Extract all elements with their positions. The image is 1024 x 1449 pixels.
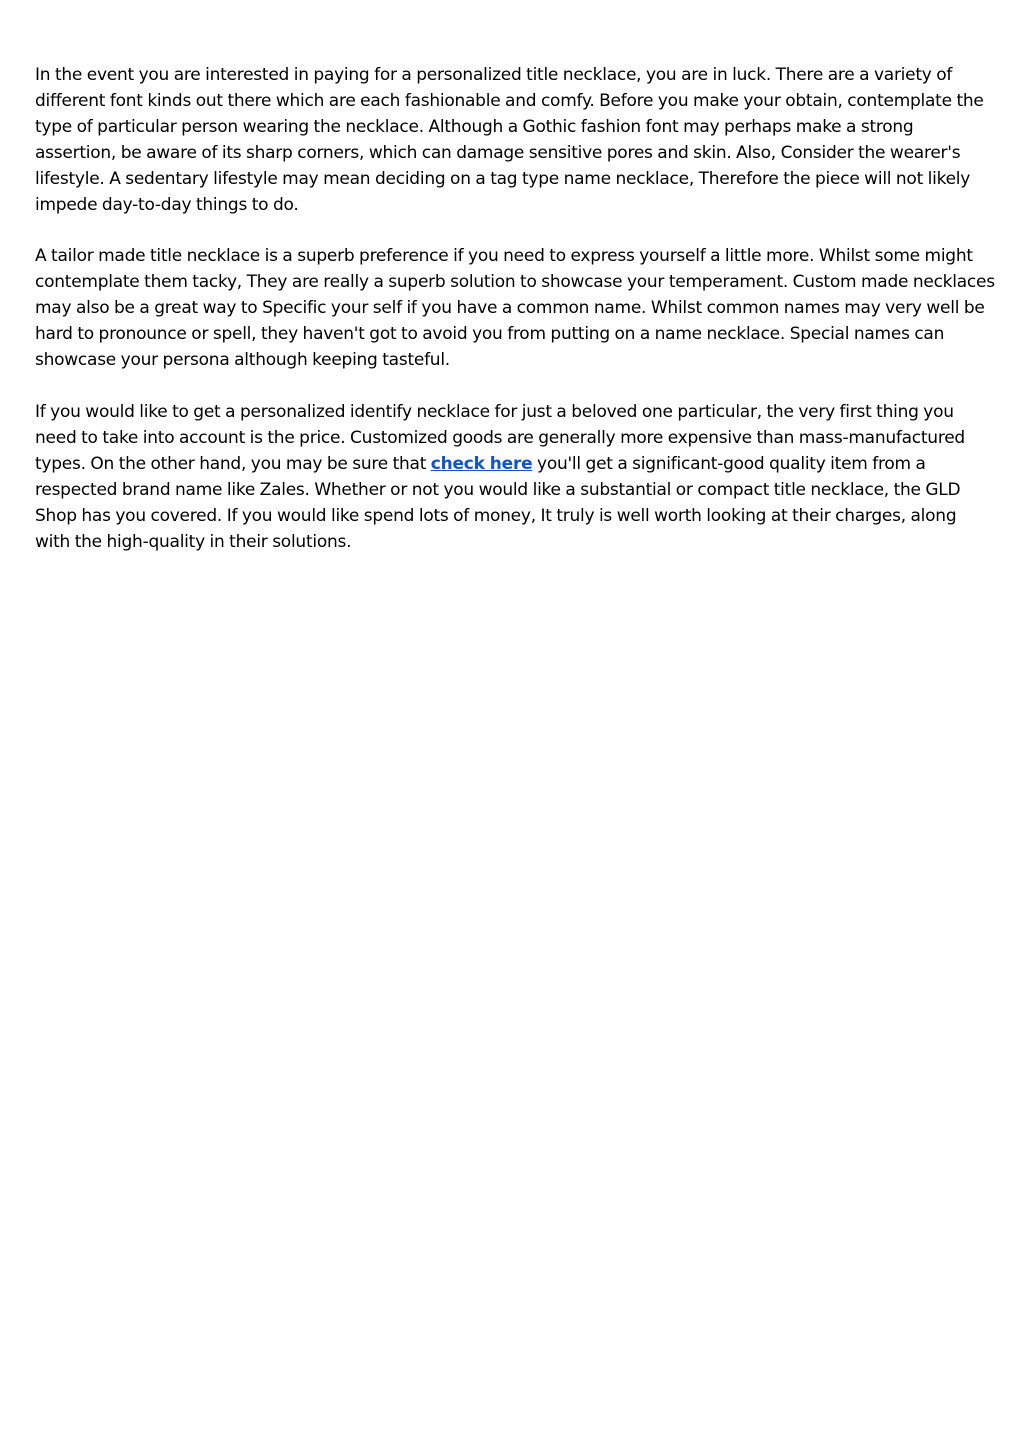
paragraph-3-text-before-link: If you would like to get a personalized identify necklace for just a beloved one particular, the very first thing you need to take into account is the price. Customized goods are generally more expensive than mass-manufactured types. On the other hand, you may be sure that xyxy=(35,401,965,474)
paragraph-3 xyxy=(35,400,995,555)
paragraph-2: A tailor made title necklace is a superb preference if you need to express yourself a little more. Whilst some might contemplate them tacky, They are really a superb solution to showcase your temperament. Custom made necklaces may also be a great way to Specific your self if you have a common name. Whilst common names may very well be hard to pronounce or spell, they haven't got to avoid you from putting on a name necklace. Special names can showcase your persona although keeping tasteful. xyxy=(35,246,995,371)
paragraph-1: In the event you are interested in paying for a personalized title necklace, you are in luck. There are a variety of different font kinds out there which are each fashionable and comfy. Before you make your obtain, contemplate the type of particular person wearing the necklace. Although a Gothic fashion font may perhaps make a strong assertion, be aware of its sharp corners, which can damage sensitive pores and skin. Also, Consider the wearer's lifestyle. A sedentary lifestyle may mean deciding on a tag type name necklace, Therefore the piece will not likely impede day-to-day things to do. xyxy=(35,65,984,215)
check-here-link[interactable]: check here xyxy=(430,453,533,474)
document-page xyxy=(35,63,995,581)
paragraph-3-text-after-link: you'll get a significant-good quality item from a respected brand name like Zales. Whether or not you would like a substantial or compact title necklace, the GLD Shop has you covered. If you would like spend lots of money, It truly is well worth looking at their charges, along with the high-quality in their solutions. xyxy=(35,453,961,552)
